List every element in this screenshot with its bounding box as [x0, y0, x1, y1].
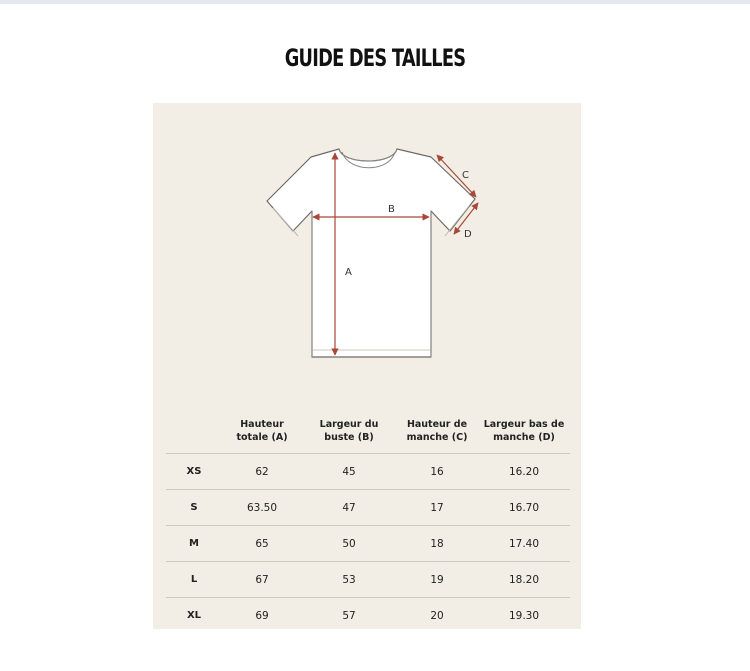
value-cell: 65 [222, 526, 302, 562]
size-table [166, 408, 570, 633]
label-c: C [462, 170, 469, 181]
value-cell: 18.20 [478, 562, 570, 598]
value-cell: 45 [302, 454, 396, 490]
header-size [166, 408, 222, 454]
size-cell: M [166, 526, 222, 562]
table-header-row [166, 408, 570, 454]
header-total-height: Hauteur totale (A) [236, 418, 288, 443]
table-row [166, 598, 570, 634]
label-a: A [345, 267, 352, 278]
value-cell: 62 [222, 454, 302, 490]
value-cell: 16.70 [478, 490, 570, 526]
header-sleeve-height: Hauteur de manche (C) [406, 418, 468, 443]
value-cell: 18 [396, 526, 478, 562]
value-cell: 16.20 [478, 454, 570, 490]
value-cell: 57 [302, 598, 396, 634]
size-cell: XL [166, 598, 222, 634]
value-cell: 47 [302, 490, 396, 526]
value-cell: 19.30 [478, 598, 570, 634]
top-bar [0, 0, 750, 4]
value-cell: 16 [396, 454, 478, 490]
size-cell: XS [166, 454, 222, 490]
value-cell: 69 [222, 598, 302, 634]
table-row [166, 526, 570, 562]
table-row [166, 454, 570, 490]
value-cell: 20 [396, 598, 478, 634]
tshirt-outline [267, 149, 475, 357]
label-d: D [464, 229, 472, 240]
size-cell: S [166, 490, 222, 526]
header-sleeve-width: Largeur bas de manche (D) [483, 418, 565, 443]
header-chest-width: Largeur du buste (B) [319, 418, 379, 443]
value-cell: 63.50 [222, 490, 302, 526]
value-cell: 50 [302, 526, 396, 562]
value-cell: 17 [396, 490, 478, 526]
tshirt-diagram [153, 103, 581, 393]
value-cell: 67 [222, 562, 302, 598]
label-b: B [388, 204, 395, 215]
size-guide-card [153, 103, 581, 629]
page-title: GUIDE DES TAILLES [284, 44, 466, 72]
value-cell: 19 [396, 562, 478, 598]
table-row [166, 562, 570, 598]
table-row [166, 490, 570, 526]
size-cell: L [166, 562, 222, 598]
value-cell: 17.40 [478, 526, 570, 562]
value-cell: 53 [302, 562, 396, 598]
